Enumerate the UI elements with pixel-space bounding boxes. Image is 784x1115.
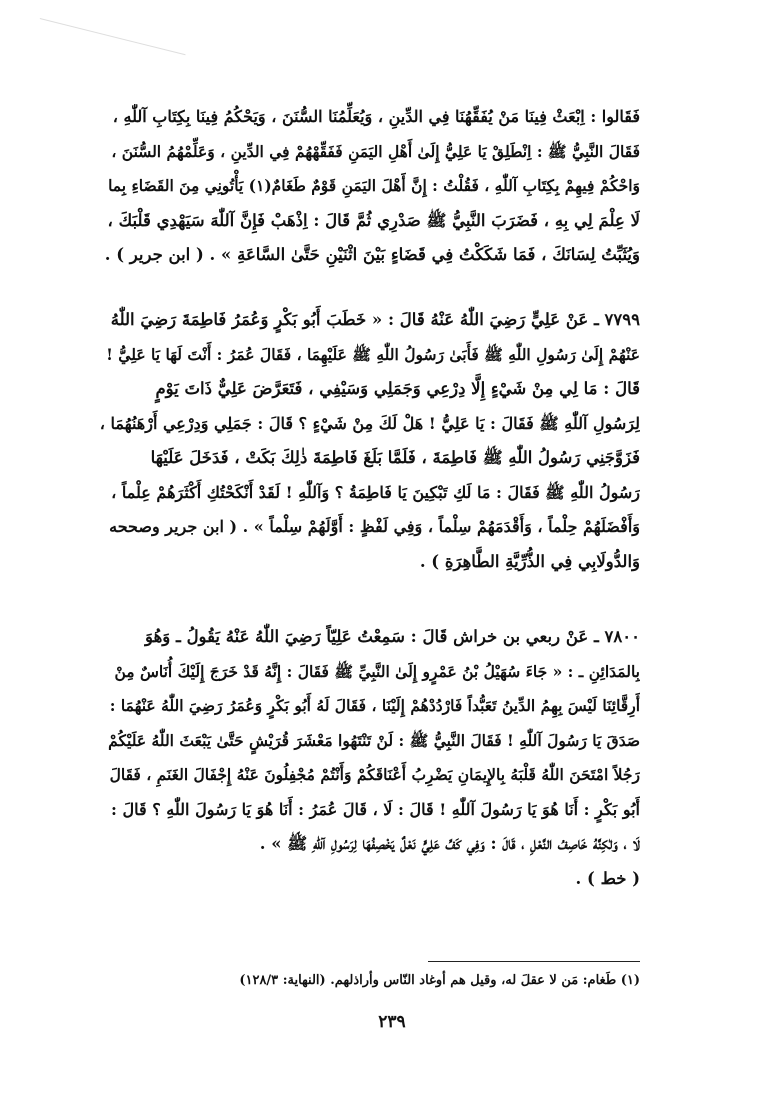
text-line: صَدَقَ يَا رَسُولَ آللّٰهِ ! فَقَالَ النَّبِيُّ ﷺ : لَنْ تَنْتَهُوا مَعْشَرَ قُرَيْشٍ حَتَّىٰ يَبْعَثَ اللّٰهُ عَلَيْكُمْ: [108, 730, 640, 750]
text-line: رَسُولُ اللّٰهِ ﷺ فَقَالَ : مَا لَكِ تَبْكِينَ يَا فَاطِمَةُ ؟ وَآللّٰهِ ! لَقَدْ أَنْكَحْتُكِ أَكْثَرَهُمْ عِلْماً ،: [111, 482, 640, 502]
text-line: أَرِقَّائِنَا لَيْسَ بِهِمُ الدِّينُ تَعَبُّداً فَارْدُدْهُمْ إِلَيْنَا ، فَقَالَ لَهُ أَبُو بَكْرٍ وَعُمَرُ رَضِيَ اللّٰهُ عَنْهُمَا :: [109, 696, 640, 715]
text-line: وَيُثَبِّتُ لِسَانَكَ ، فَمَا شَكَكْتُ فِي قَضَاءٍ بَيْنَ اثْنَيْنِ حَتَّىٰ السَّاعَةِ » . ( ابن جرير ) .: [104, 245, 640, 264]
text-line: رَجُلاً امْتَحَنَ اللّٰهُ قَلْبَهُ بِالإِيمَانِ يَضْرِبُ أَعْنَاقَكُمْ وَأَنْتُمْ مُجْفِلُونَ عَنْهُ إِجْفَالَ الغَنَمِ ، فَقَالَ: [109, 765, 640, 784]
text-line: وَالدُّولَابِي فِي الذُّرِّيَّةِ الطَّاهِرَةِ ) .: [419, 551, 640, 571]
text-line: وَاحْكُمْ فِيهِمْ بِكِتَابِ آللّٰهِ ، فَقُلْتُ : إِنَّ أَهْلَ اليَمَنِ قَوْمٌ طَغَامٌ(١) يَأْتُونِي مِنَ القَضَاءِ بِما: [108, 176, 640, 195]
text-line: ٧٧٩٩ ـ عَنْ عَلِيٍّ رَضِيَ اللّٰهُ عَنْهُ قَالَ : « خَطَبَ أَبُو بَكْرٍ وَعُمَرُ فَاطِمَةَ رَضِيَ اللّٰهُ: [110, 310, 640, 329]
text-line: وَأَفْضَلَهُمْ حِلْماً ، وَأَقْدَمَهُمْ سِلْماً ، وَفِي لَفْظٍ : أَوَّلَهُمْ سِلْماً » . ( ابن جرير وصححه: [109, 517, 640, 536]
footnote: (١) طَغام: مَن لا عقلَ له، وقيل هم أوغاد النّاس وأراذلهم. (النهاية: ١٢٨/٣): [239, 973, 640, 988]
text-line: أَبُو بَكْرٍ : أَنَا هُوَ يَا رَسُولَ آللّٰهِ ! قَالَ : لَا ، قَالَ عُمَرُ : أَنَا هُوَ يَا رَسُولَ اللّٰهِ ؟ قَالَ :: [111, 799, 640, 819]
text-line: بِالمَدَائِنِ ـ : « جَاءَ سُهَيْلُ بْنُ عَمْرٍو إِلَىٰ النَّبِيِّ ﷺ فَقَالَ : إِنَّهُ قَدْ خَرَجَ إِلَيْكَ أُنَاسٌ مِنْ: [114, 661, 640, 681]
text-line: ٧٨٠٠ ـ عَنْ ربعي بن خراش قَالَ : سَمِعْتُ عَلِيّاً رَضِيَ اللّٰهُ عَنْهُ يَقُولُ ـ وَهُوَ: [145, 627, 640, 646]
hadith-7800: [100, 620, 640, 896]
paragraph-continuation: [100, 100, 640, 273]
text-line: ( خط ) .: [575, 868, 640, 888]
text-line: عَنْهُمْ إِلَىٰ رَسُولِ اللّٰهِ ﷺ فَأَبَىٰ رَسُولُ اللّٰهِ ﷺ عَلَيْهِمَا ، فَقَالَ عُمَرُ : أَنْتَ لَهَا يَا عَلِيُّ !: [106, 344, 640, 364]
footnote-divider: [428, 961, 640, 962]
text-line: لَا عِلْمَ لِي بِهِ ، فَضَرَبَ النَّبِيُّ ﷺ صَدْرِي ثُمَّ قَالَ : اِذْهَبْ فَإِنَّ آللّٰهَ سَيَهْدِي قَلْبَكَ ،: [107, 210, 640, 230]
text-line: فَقَالوا : اِبْعَثْ فِينَا مَنْ يُفَقِّهُنَا فِي الدِّينِ ، وَيُعَلِّمُنَا السُّنَنَ ، وَيَحْكُمُ فِينَا بِكِتَابِ آللّٰهِ ،: [112, 107, 640, 126]
text-line: فَزَوَّجَنِي رَسُولُ اللّٰهِ ﷺ فَاطِمَةَ ، فَلَمَّا بَلَغَ فَاطِمَةَ ذٰلِكَ بَكَتْ ، فَدَخَلَ عَلَيْهَا: [150, 448, 640, 467]
text-line: قَالَ : مَا لِي مِنْ شَيْءٍ إِلَّا دِرْعِي وَجَمَلِي وَسَيْفِي ، فَتَعَرَّضَ عَلِيٌّ ذَاتَ يَوْمٍ: [155, 379, 640, 398]
text-line: لَا ، وَلٰكِنَّهُ خَاصِفُ النَّعْلِ ، قَالَ : وَفِي كَفِّ عَلِيٍّ نَعْلٌ يَخْصِفُهَا لِرَسُولِ آللّٰهِ ﷺ » .: [259, 834, 640, 853]
text-line: فَقَالَ النَّبِيُّ ﷺ : اِنْطَلِقْ يَا عَلِيُّ إِلَىٰ أَهْلِ اليَمَنِ فَفَقِّهْهُمْ فِي الدِّينِ ، وَعَلِّمْهُمُ السُّنَنَ ،: [111, 141, 640, 161]
scan-artifact: [30, 18, 185, 94]
hadith-7799: [100, 303, 640, 579]
text-line: لِرَسُولِ آللّٰهِ ﷺ فَقَالَ : يَا عَلِيُّ ! هَلْ لَكَ مِنْ شَيْءٍ ؟ قَالَ : جَمَلِي وَدِرْعِي أَرْهَنُهُمَا ،: [100, 413, 640, 433]
page-number: ٢٣٩: [378, 1012, 406, 1032]
